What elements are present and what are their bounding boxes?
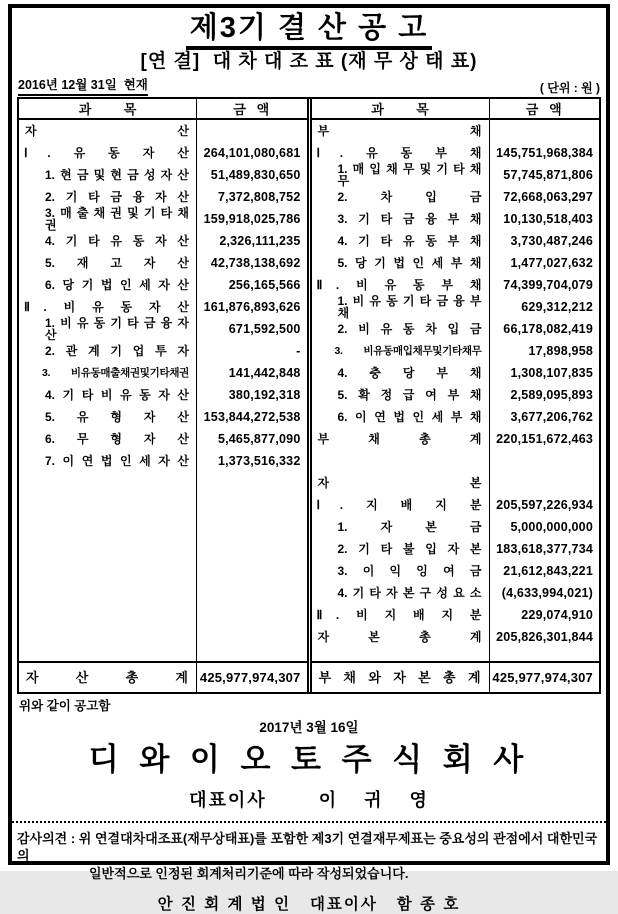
account-amount: 5,000,000,000: [510, 519, 593, 534]
table-row: [312, 142, 600, 164]
table-row: [312, 208, 600, 230]
table-row: [19, 406, 307, 428]
account-label: 1. 현 금 및 현 금 성 자 산: [45, 167, 189, 182]
account-amount: 205,826,301,844: [496, 629, 593, 644]
table-row: [312, 293, 600, 320]
account-label: 2. 비 유 동 차 입 금: [337, 321, 482, 336]
account-amount: 1,477,027,632: [510, 255, 593, 270]
table-row: [19, 252, 307, 274]
liabilities-equity-rows: [312, 120, 600, 661]
report-title: 제3기 결 산 공 고: [186, 13, 432, 50]
account-amount: 205,597,226,934: [496, 497, 593, 512]
account-amount: 629,312,212: [521, 299, 593, 314]
table-row: [312, 516, 600, 538]
account-amount: 2,326,111,235: [219, 233, 301, 248]
report-subtitle: [연 결] 대 차 대 조 표 (재 무 상 태 표): [140, 50, 478, 72]
table-row: [312, 186, 600, 208]
account-amount: 161,876,893,626: [203, 299, 301, 314]
ceo-line: 대표이사 이 귀 영: [189, 789, 429, 810]
account-label: 4. 충 당 부 채: [337, 365, 482, 380]
column-header-amount: 금 액: [233, 101, 270, 117]
table-row: [312, 274, 600, 296]
assets-total-label: 자 산 총 계: [26, 669, 188, 685]
account-amount: 74,399,704,079: [503, 277, 593, 292]
table-row: [312, 494, 600, 516]
account-label: 4. 기 타 유 동 자 산: [45, 233, 189, 248]
account-label: 3. 비유동매입채무및기타채무: [334, 344, 482, 357]
account-amount: 141,442,848: [228, 365, 301, 380]
table-row: [312, 230, 600, 252]
document-border: [8, 4, 610, 913]
account-amount: 256,165,566: [228, 277, 301, 292]
company-name: 디 와 이 오 토 주 식 회 사: [88, 741, 530, 777]
account-amount: 2,589,095,893: [510, 387, 593, 402]
account-label: 2. 기 타 금 융 자 산: [45, 189, 189, 204]
table-row: [312, 120, 600, 142]
column-header-item: 과 목: [78, 101, 137, 117]
date-row: [17, 75, 601, 96]
account-amount: 5,465,877,090: [217, 431, 301, 446]
liabilities-equity-total-amount: 425,977,974,307: [492, 669, 593, 685]
account-amount: -: [296, 343, 301, 358]
audit-opinion-line2: 일반적으로 인정된 회계처리기준에 따라 작성되었습니다.: [89, 865, 409, 881]
account-label: 2. 관 계 기 업 투 자: [45, 343, 189, 358]
account-label: 4. 기 타 자 본 구 성 요 소: [337, 585, 482, 600]
table-row: [19, 362, 307, 384]
account-amount: 7,372,808,752: [217, 189, 301, 204]
account-amount: 153,844,272,538: [203, 409, 301, 424]
account-label: Ⅰ. 유 동 부 채: [316, 145, 482, 160]
table-row: [312, 340, 600, 362]
account-label: 5. 확 정 급 여 부 채: [337, 387, 482, 402]
assets-total-row: [19, 661, 307, 692]
table-row: [19, 142, 307, 164]
account-amount: 57,745,871,806: [503, 167, 593, 182]
account-amount: 380,192,318: [228, 387, 301, 402]
table-row: [312, 472, 600, 494]
account-amount: 145,751,968,384: [496, 145, 593, 160]
account-label: 부 채: [317, 123, 482, 138]
table-row: [19, 186, 307, 208]
unit-label: ( 단위 : 원 ): [539, 80, 600, 95]
account-label: 3. 비유동매출채권및기타채권: [42, 366, 189, 379]
table-row: [19, 164, 307, 186]
account-label: 3. 매 출 채 권 및 기 타 채 권: [45, 205, 189, 232]
account-amount: 66,178,082,419: [503, 321, 593, 336]
liabilities-equity-column: [312, 99, 600, 692]
account-label: 1. 자 본 금: [337, 519, 482, 534]
account-label: 2. 차 입 금: [337, 189, 482, 204]
account-label: 부 채 총 계: [317, 431, 482, 446]
account-amount: 1,308,107,835: [510, 365, 593, 380]
account-amount: 264,101,080,681: [203, 145, 301, 160]
table-row: [312, 604, 600, 626]
account-amount: 10,130,518,403: [503, 211, 593, 226]
table-row: [312, 538, 600, 560]
account-label: 6. 당 기 법 인 세 자 산: [45, 277, 189, 292]
table-row: [19, 315, 307, 342]
account-label: Ⅱ. 비 유 동 부 채: [316, 277, 482, 292]
table-row: [19, 450, 307, 472]
liabilities-equity-total-label: 부 채 와 자 본 총 계: [318, 669, 481, 685]
account-amount: 72,668,063,297: [503, 189, 593, 204]
table-row: [312, 560, 600, 582]
table-row: [19, 340, 307, 362]
account-amount: 220,151,672,463: [496, 431, 593, 446]
account-label: 1. 비 유 동 기 타 금 융 부 채: [337, 293, 482, 320]
table-row: [312, 450, 600, 472]
table-row: [312, 384, 600, 406]
table-row: [312, 582, 600, 604]
assets-rows: [19, 120, 307, 661]
account-amount: 671,592,500: [228, 321, 301, 336]
table-row: [19, 274, 307, 296]
account-label: Ⅱ. 비 유 동 자 산: [24, 299, 189, 314]
dotted-separator: [12, 821, 606, 823]
account-label: 5. 재 고 자 산: [45, 255, 189, 270]
table-row: [19, 296, 307, 318]
account-label: 6. 무 형 자 산: [45, 431, 189, 446]
as-of-date: 2016년 12월 31일 현재: [18, 75, 148, 96]
column-header-item: 과 목: [371, 101, 429, 117]
account-amount: 1,373,516,332: [217, 453, 301, 468]
column-header-amount: 금 액: [525, 101, 562, 117]
account-label: 5. 유 형 자 산: [45, 409, 189, 424]
account-amount: 229,074,910: [521, 607, 593, 622]
account-amount: 51,489,830,650: [210, 167, 301, 182]
table-row: [312, 252, 600, 274]
account-amount: (4,633,994,021): [501, 585, 593, 600]
liabilities-equity-total-row: [312, 661, 600, 692]
account-label: Ⅰ. 유 동 자 산: [24, 145, 189, 160]
account-label: 4. 기 타 유 동 부 채: [337, 233, 482, 248]
announcement-note: 위와 같이 공고함: [19, 698, 111, 713]
audit-opinion: [17, 830, 601, 883]
account-amount: 159,918,025,786: [203, 211, 301, 226]
account-label: Ⅱ. 비 지 배 지 분: [316, 607, 482, 622]
assets-column: [19, 99, 307, 692]
account-amount: 183,618,377,734: [496, 541, 593, 556]
account-amount: 42,738,138,692: [210, 255, 301, 270]
assets-header-row: [19, 99, 307, 120]
table-row: [19, 120, 307, 142]
account-label: 6. 이 연 법 인 세 부 채: [337, 409, 482, 424]
liabilities-header-row: [312, 99, 600, 120]
table-row: [19, 230, 307, 252]
balance-sheet-table: [17, 97, 601, 694]
account-label: 1. 비 유 동 기 타 금 융 자 산: [45, 315, 189, 342]
account-label: 3. 이 익 잉 여 금: [337, 563, 482, 578]
account-amount: 21,612,843,221: [503, 563, 593, 578]
table-row: [19, 384, 307, 406]
table-row: [19, 428, 307, 450]
table-row: [312, 406, 600, 428]
account-label: 7. 이 연 법 인 세 자 산: [45, 453, 189, 468]
audit-opinion-line1: 감사의견 : 위 연결대차대조표(재무상태표)를 포함한 제3기 연결재무제표는 중요성의 관점에서 대한민국의: [17, 830, 598, 864]
account-label: 자 본 총 계: [317, 629, 482, 644]
table-row: [312, 362, 600, 384]
announcement-date: 2017년 3월 16일: [259, 719, 359, 735]
account-label: 5. 당 기 법 인 세 부 채: [337, 255, 482, 270]
account-label: 4. 기 타 비 유 동 자 산: [45, 387, 189, 402]
account-amount: 3,730,487,246: [510, 233, 593, 248]
assets-total-amount: 425,977,974,307: [199, 669, 301, 685]
account-label: 자 본: [317, 475, 482, 490]
table-row: [312, 161, 600, 188]
account-label: 3. 기 타 금 융 부 채: [337, 211, 482, 226]
account-label: 자 산: [25, 123, 189, 138]
account-amount: 17,898,958: [528, 343, 593, 358]
table-row: [19, 205, 307, 232]
account-amount: 3,677,206,762: [510, 409, 593, 424]
auditor-line: 안 진 회 계 법 인 대표이사 함 종 호: [157, 895, 461, 913]
account-label: Ⅰ. 지 배 지 분: [316, 497, 482, 512]
table-row: [312, 626, 600, 648]
table-row: [312, 428, 600, 450]
account-label: 2. 기 타 불 입 자 본: [337, 541, 482, 556]
account-label: 1. 매 입 채 무 및 기 타 채 무: [337, 161, 482, 188]
table-row: [312, 318, 600, 340]
